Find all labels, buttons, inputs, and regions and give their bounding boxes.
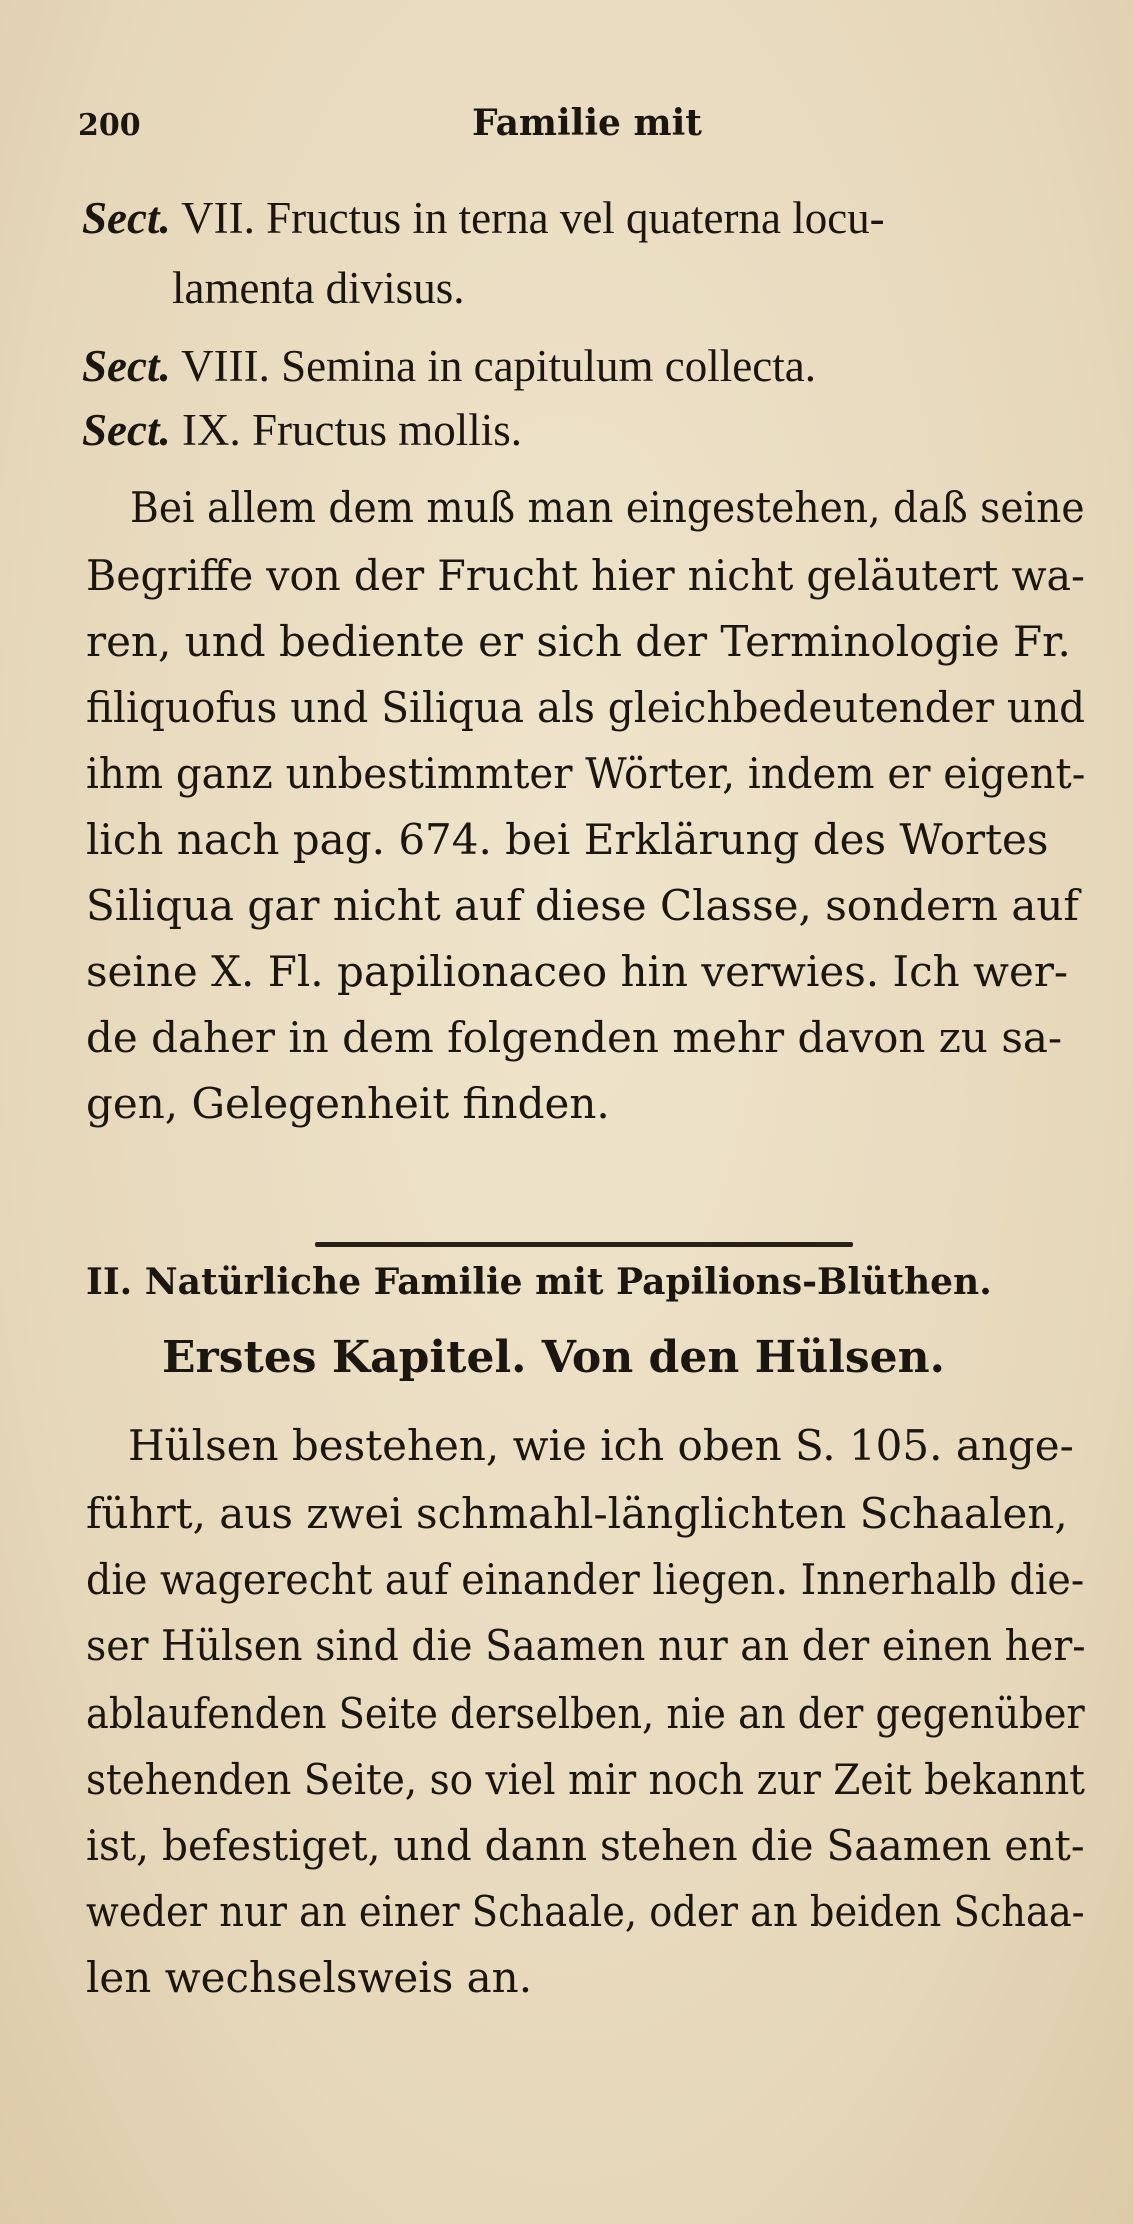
page-header [0,100,1133,150]
paragraph2-line: ablaufenden Seite derselben, nie an der gegenüber [86,1689,1085,1738]
paragraph2-line: stehenden Seite, so viel mir noch zur Zeit bekannt [86,1755,1085,1804]
paragraph1-line: de daher in dem folgenden mehr davon zu sa- [86,1013,1063,1062]
paragraph1-line: seine X. Fl. papilionaceo hin verwies. Ich wer- [86,947,1069,996]
chapter-heading: Erstes Kapitel. Von den Hülsen. [162,1332,945,1383]
sect-viii-line [82,338,816,394]
paragraph2-line: die wagerecht auf einander liegen. Innerhalb die- [86,1555,1085,1604]
sect-vii-line [82,190,885,246]
paragraph2-line: führt, aus zwei schmahl-länglichten Schaalen, [86,1489,1068,1538]
paragraph1-line: ihm ganz unbestimmter Wörter, indem er eigent- [86,749,1086,798]
section-divider [315,1242,853,1247]
paragraph1-line: ren, und bediente er sich der Terminologie Fr. [86,617,1071,666]
sect-text: VII. Fructus in terna vel quaterna locu- [170,193,885,243]
paragraph1-line: Begriffe von der Frucht hier nicht geläutert wa- [86,551,1085,600]
paragraph2-line: ser Hülsen sind die Saamen nur an der einen her- [86,1621,1086,1670]
sect-ix-line [82,402,522,458]
sect-label: Sect. [82,341,171,391]
paragraph1-line: filiquofus und Siliqua als gleichbedeutender und [86,683,1086,732]
paragraph2-line: weder nur an einer Schaale, oder an beiden Schaa- [86,1887,1085,1936]
paragraph2-line: ist, befestiget, und dann stehen die Saamen ent- [86,1821,1085,1870]
paragraph2-line: Hülsen bestehen, wie ich oben S. 105. ange- [128,1421,1074,1470]
sect-text: lamenta divisus. [172,263,465,313]
sect-label: Sect. [82,193,171,243]
sect-label: Sect. [82,405,171,455]
running-head: Familie mit [472,102,702,144]
paragraph1-line: Siliqua gar nicht auf diese Classe, sondern auf [86,881,1079,930]
paragraph1-line: gen, Gelegenheit finden. [86,1079,610,1128]
sect-vii-continuation [172,260,464,316]
paragraph1-line: lich nach pag. 674. bei Erklärung des Wortes [86,815,1049,864]
section-heading: II. Natürliche Familie mit Papilions-Blüthen. [86,1261,992,1303]
page-number: 200 [78,108,141,143]
paragraph2-line: len wechselsweis an. [86,1953,533,2002]
sect-text: VIII. Semina in capitulum collecta. [170,341,816,391]
sect-text: IX. Fructus mollis. [170,405,522,455]
paragraph1-line: Bei allem dem muß man eingestehen, daß seine [130,483,1085,532]
